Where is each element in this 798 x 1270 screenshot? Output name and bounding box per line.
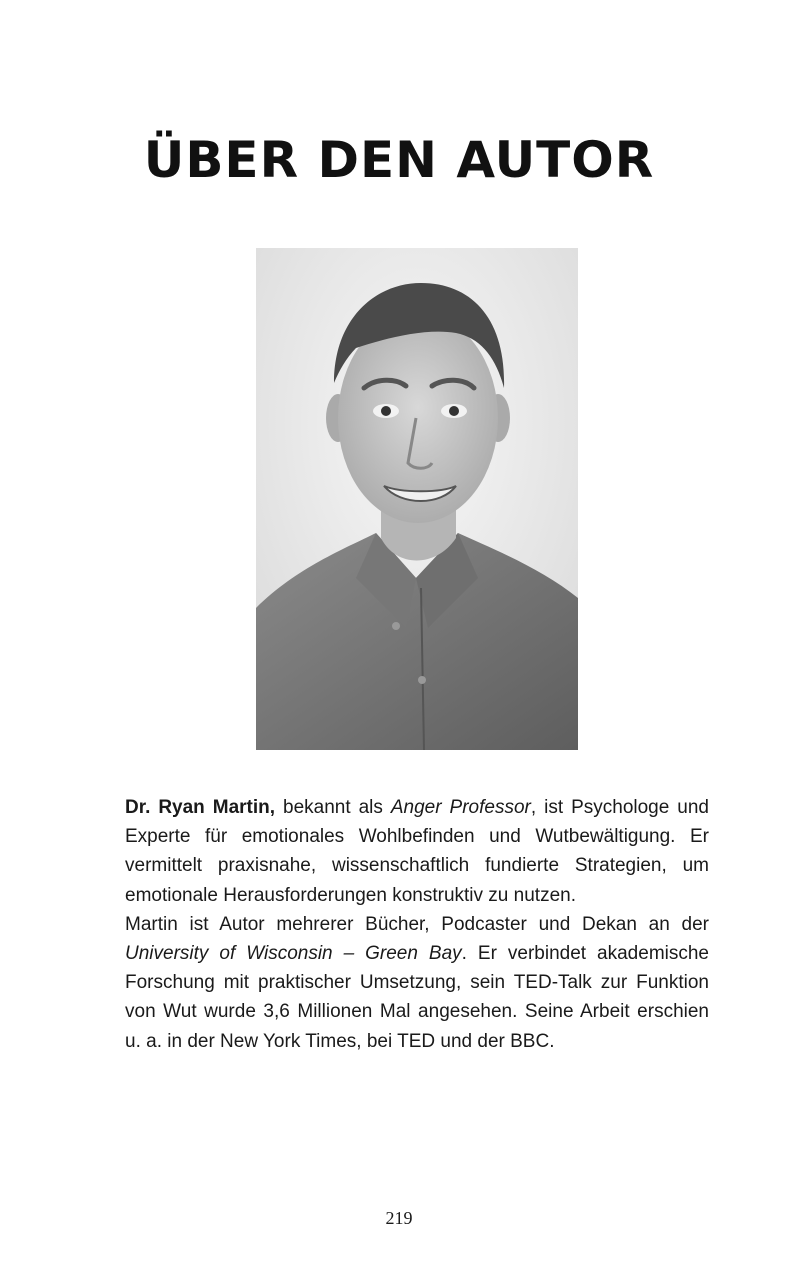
page-title: ÜBER DEN AUTOR	[143, 131, 655, 189]
author-name: Dr. Ryan Martin,	[125, 797, 276, 818]
bio-text: , ist Psychologe und Experte für emotionales Wohlbefinden und Wutbewältigung. Er vermittelt praxisnahe, wissenschaftlich fundierte Strategien, um emotionale Herausforderungen konstruktiv zu nutzen.	[125, 797, 709, 906]
author-nickname: Anger Professor	[390, 797, 531, 818]
bio-text: Martin ist Autor mehrerer Bücher, Podcaster und Dekan an der	[125, 913, 709, 935]
bio-paragraph-2	[125, 910, 709, 1056]
bio-paragraph-1	[125, 793, 709, 910]
author-portrait-photo	[256, 248, 578, 750]
university-name: University of Wisconsin – Green Bay	[125, 943, 462, 965]
author-bio	[125, 793, 709, 1056]
page-number: 219	[385, 1208, 413, 1228]
bio-text: bekannt als	[275, 797, 391, 818]
bio-text: . Er verbindet akademische Forschung mit praktischer Umsetzung, sein TED-Talk zur Funktion von Wut wurde 3,6 Millionen Mal angesehen. Seine Arbeit erschien u. a. in der New York Times, bei TED und der BBC.	[125, 943, 709, 1052]
author-portrait	[256, 248, 578, 750]
